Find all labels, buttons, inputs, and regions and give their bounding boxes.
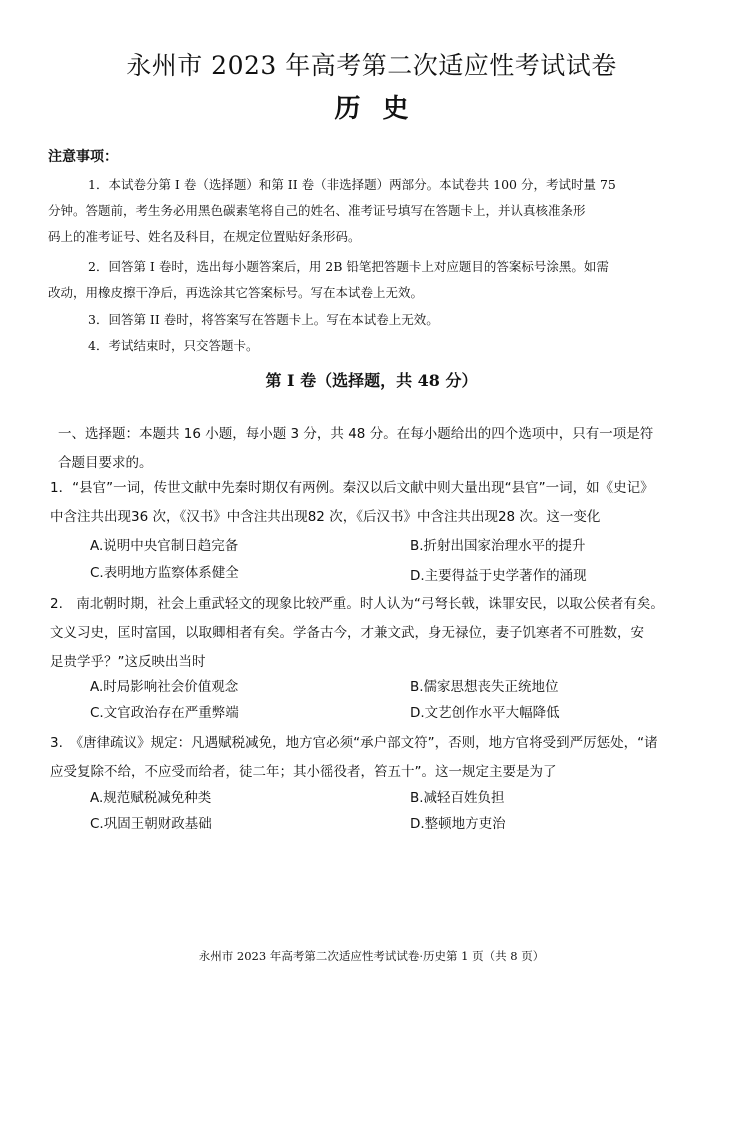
notice-line: 码上的准考证号、姓名及科目，在规定位置贴好条形码。 [48,229,361,244]
option-b: B.折射出国家治理水平的提升 [410,538,586,554]
option-d: D.整顿地方吏治 [410,816,506,832]
question-3-stem [50,729,716,787]
notice-line: 分钟。答题前，考生务必用黑色碳素笔将自己的姓名、准考证号填写在答题卡上，并认真核准条形 [48,203,586,218]
intro-line: 合题目要求的。 [58,455,153,471]
option-c: C.表明地方监察体系健全 [90,565,239,581]
notice-item-4 [68,333,698,359]
notice-item-3 [68,307,698,333]
option-c: C.文官政治存在严重弊端 [90,705,239,721]
section-title: 第 I 卷（选择题，共 48 分） [265,371,478,390]
option-a: A.说明中央官制日趋完备 [90,538,239,554]
notice-item-1 [48,172,698,250]
page-footer: 永州市 2023 年高考第二次适应性考试试卷·历史第 1 页（共 8 页） [198,949,545,963]
notice-line: 1．本试卷分第 I 卷（选择题）和第 II 卷（非选择题）两部分。本试卷共 100 分，考试时量 75 [88,177,616,192]
option-d: D.主要得益于史学著作的涌现 [410,568,587,584]
question-line: 文义习史，匡时富国，以取卿相者有矣。学备古今，才兼文武，身无禄位，妻子饥寒者不可胜数，安 [50,625,644,641]
notice-heading: 注意事项： [48,149,118,165]
section-intro [58,420,724,478]
question-line: 应受复除不给，不应受而给者，徒二年；其小徭役者，笞五十”。这一规定主要是为了 [50,764,557,780]
question-line: 2. 南北朝时期，社会上重武轻文的现象比较严重。时人认为“弓弩长戟，诛罪安民，以取公侯者有矣。 [50,596,664,612]
option-c: C.巩固王朝财政基础 [90,816,212,832]
question-2-stem [50,590,716,677]
subject-title: 历史 [334,94,431,124]
notice-item-2 [48,254,698,306]
question-line: 3. 《唐律疏议》规定：凡遇赋税减免，地方官必须“承户部文符”，否则，地方官将受到严厉惩处，“诸 [50,735,658,751]
exam-title: 永州市 2023 年高考第二次适应性考试试卷 [126,51,617,80]
option-b: B.减轻百姓负担 [410,790,505,806]
option-b: B.儒家思想丧失正统地位 [410,679,559,695]
question-1-stem [50,474,716,532]
notice-line: 4．考试结束时，只交答题卡。 [88,338,259,353]
notice-line: 2．回答第 I 卷时，选出每小题答案后，用 2B 铅笔把答题卡上对应题目的答案标号涂黑。如需 [88,259,609,274]
question-line: 中含注共出现36 次，《汉书》中含注共出现82 次，《后汉书》中含注共出现28 次。这一变化 [50,509,601,525]
option-a: A.时局影响社会价值观念 [90,679,239,695]
option-a: A.规范赋税减免种类 [90,790,212,806]
notice-line: 改动，用橡皮擦干净后，再选涂其它答案标号。写在本试卷上无效。 [48,285,424,300]
intro-line: 一、选择题：本题共 16 小题，每小题 3 分，共 48 分。在每小题给出的四个选项中，只有一项是符 [58,426,654,442]
notice-line: 3．回答第 II 卷时，将答案写在答题卡上。写在本试卷上无效。 [88,312,439,327]
question-line: 1．“县官”一词，传世文献中先秦时期仅有两例。秦汉以后文献中则大量出现“县官”一词，如《史记》 [50,480,654,496]
option-d: D.文艺创作水平大幅降低 [410,705,560,721]
question-line: 足贵学乎？”这反映出当时 [50,654,206,670]
